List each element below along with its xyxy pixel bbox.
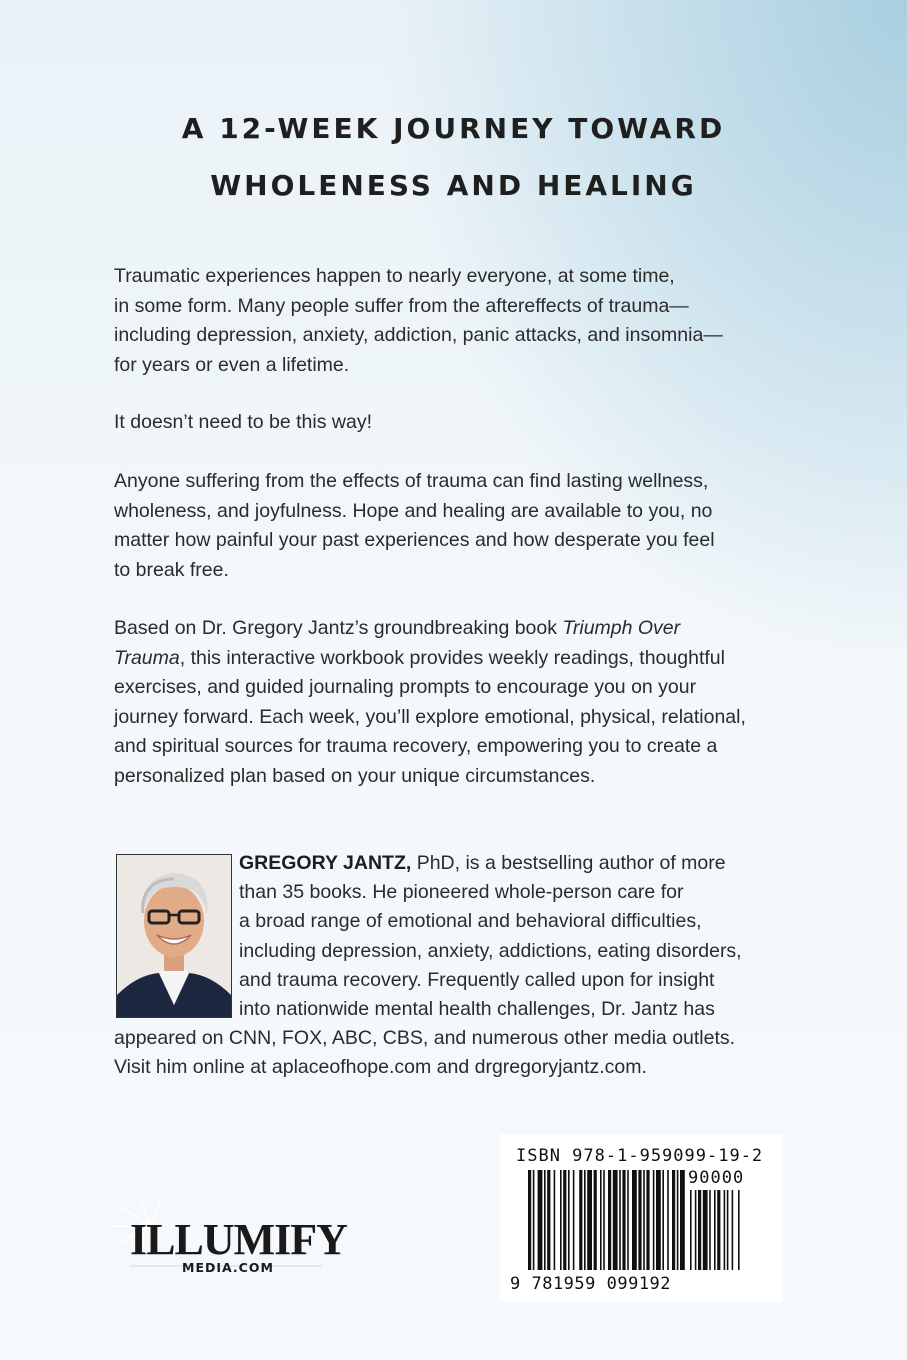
barcode-bar [727,1190,729,1270]
publisher-url: MEDIA.COM [182,1260,274,1275]
text-line: and trauma recovery. Frequently called upon for insight [239,968,715,991]
barcode-bar [603,1170,605,1270]
barcode-bar [579,1170,582,1270]
barcode-bar [528,1170,531,1270]
barcode-bar [544,1170,546,1270]
barcode-bar [690,1190,692,1270]
paragraph-exclaim [114,408,804,438]
barcode-bar [680,1170,685,1270]
text-line: in some form. Many people suffer from the aftereffects of trauma— [114,294,689,317]
text-line: to break free. [114,558,229,581]
text-run: PhD, is a bestselling author of more [411,852,726,874]
book-title: Triumph Over [562,617,681,639]
text-line: for years or even a lifetime. [114,353,350,376]
barcode-bar [703,1190,708,1270]
barcode-bar [619,1170,621,1270]
barcode-bar [608,1170,611,1270]
barcode-bar [672,1170,675,1270]
price-code: 90000 [688,1168,745,1188]
barcode-bar [538,1170,543,1270]
barcode-bar [638,1170,641,1270]
barcode-bar [554,1170,556,1270]
text-line [114,614,804,644]
barcode-bar [695,1190,697,1270]
author-bio [114,849,804,1083]
text-line: into nationwide mental health challenges, Dr. Jantz has [239,998,715,1021]
text-line: journey forward. Each week, you’ll explore emotional, physical, relational, [114,705,746,728]
barcode-bar [627,1170,629,1270]
barcode-bar [563,1170,566,1270]
barcode-bar [656,1170,661,1270]
barcode-bar [667,1170,669,1270]
text-line: Visit him online at aplaceofhope.com and drgregoryjantz.com. [114,1056,647,1079]
text-line: including depression, anxiety, addiction, panic attacks, and insomnia— [114,324,723,346]
text-line: exercises, and guided journaling prompts to encourage you on your [114,676,697,698]
text-line [114,644,804,674]
text-line: Anyone suffering from the effects of trauma can find lasting wellness, [114,470,709,492]
barcode-bar [613,1170,618,1270]
barcode-bar [646,1170,649,1270]
text-line: Traumatic experiences happen to nearly everyone, at some time, [114,265,675,287]
barcode-bar [717,1190,720,1270]
barcode-bar [732,1190,734,1270]
headline-line-2: WHOLENESS AND HEALING [210,169,697,202]
barcode-bar [584,1170,586,1270]
text-run: Based on Dr. Gregory Jantz’s groundbreaking book [114,617,563,639]
barcode-bar [568,1170,570,1270]
headline [0,100,907,214]
barcode-bar [643,1170,645,1270]
text-line [114,849,804,878]
barcode-bar [587,1170,592,1270]
barcode-bar [709,1190,711,1270]
barcode-bar [632,1170,637,1270]
text-line: a broad range of emotional and behavioral difficulties, [239,910,702,933]
paragraph-workbook [114,614,804,791]
text-line: personalized plan based on your unique circumstances. [114,764,596,787]
barcode-bar [573,1170,575,1270]
text-line: and spiritual sources for trauma recovery, empowering you to create a [114,735,718,757]
barcode-bar [738,1190,740,1270]
barcode-bar [698,1190,701,1270]
text-run: , this interactive workbook provides weekly readings, thoughtful [179,646,725,669]
barcode-bar [653,1170,655,1270]
barcode-bar [594,1170,597,1270]
barcode-bar [724,1190,726,1270]
text-line: than 35 books. He pioneered whole-person care for [239,881,684,904]
publisher-logo [110,1196,347,1286]
ean-digits: 9 781959 099192 [510,1274,672,1294]
text-line: wholeness, and joyfulness. Hope and healing are available to you, no [114,499,713,522]
barcode-bar [677,1170,679,1270]
isbn-barcode [500,1134,783,1302]
paragraph-intro [114,262,804,380]
text-line: appeared on CNN, FOX, ABC, CBS, and numerous other media outlets. [114,1027,736,1050]
text-line: including depression, anxiety, addictions, eating disorders, [239,939,742,962]
isbn-number: ISBN 978-1-959099-19-2 [516,1146,764,1166]
barcode-bar [662,1170,664,1270]
headline-line-1: A 12-WEEK JOURNEY TOWARD [181,112,726,145]
barcode-bar [622,1170,625,1270]
barcode-bar [560,1170,562,1270]
book-title: Trauma [114,646,180,669]
barcode-bar [547,1170,550,1270]
publisher-name: ILLUMIFY [130,1215,347,1264]
barcode-bar [600,1170,602,1270]
barcode-bar [714,1190,716,1270]
barcode-bar [533,1170,535,1270]
paragraph-hope [114,467,804,585]
text-line: It doesn’t need to be this way! [114,411,372,433]
author-name: GREGORY JANTZ, [239,852,412,874]
text-line: matter how painful your past experiences and how desperate you feel [114,529,715,551]
